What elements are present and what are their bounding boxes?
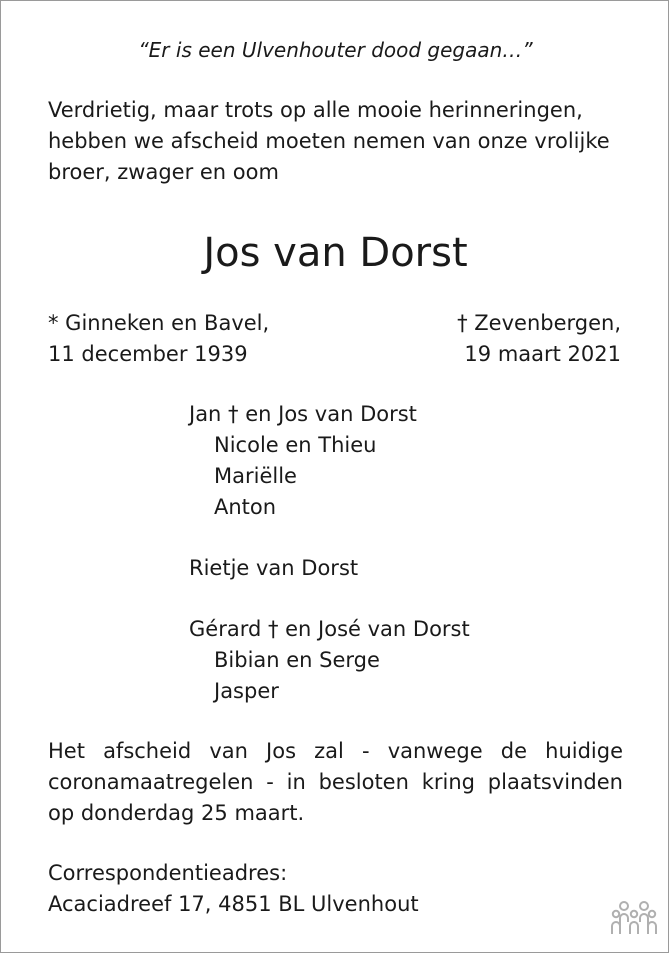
farewell-line: op donderdag 25 maart.: [48, 801, 305, 825]
people-group-icon: [610, 898, 658, 940]
intro-line-1: Verdrietig, maar trots op alle mooie herinneringen,: [48, 98, 583, 122]
family-member: Bibian en Serge: [214, 648, 380, 672]
correspondence-label: Correspondentieadres:: [48, 861, 288, 885]
death-date: 19 maart 2021: [464, 342, 621, 366]
opening-quote: “Er is een Ulvenhouter dood gegaan…”: [138, 38, 533, 62]
family-group-2-head: Rietje van Dorst: [189, 556, 359, 580]
farewell-paragraph: [48, 736, 623, 829]
birth-place: * Ginneken en Bavel,: [48, 311, 270, 335]
family-member: Nicole en Thieu: [214, 433, 377, 457]
intro-line-2: hebben we afscheid moeten nemen van onze vrolijke: [48, 129, 610, 153]
death-place: † Zevenbergen,: [457, 311, 621, 335]
farewell-line: Het afscheid van Jos zal - vanwege de huidige: [48, 739, 623, 763]
family-member: Mariëlle: [214, 464, 297, 488]
family-group-3-head: Gérard † en José van Dorst: [189, 617, 470, 641]
family-member: Anton: [214, 495, 277, 519]
intro-line-3: broer, zwager en oom: [48, 160, 279, 184]
family-group-1-head: Jan † en Jos van Dorst: [189, 402, 417, 426]
birth-date: 11 december 1939: [48, 342, 248, 366]
family-member: Jasper: [214, 679, 279, 703]
correspondence-address: Acaciadreef 17, 4851 BL Ulvenhout: [48, 892, 419, 916]
farewell-line: coronamaatregelen - in besloten kring plaatsvinden: [48, 770, 623, 794]
deceased-name: Jos van Dorst: [203, 230, 468, 276]
